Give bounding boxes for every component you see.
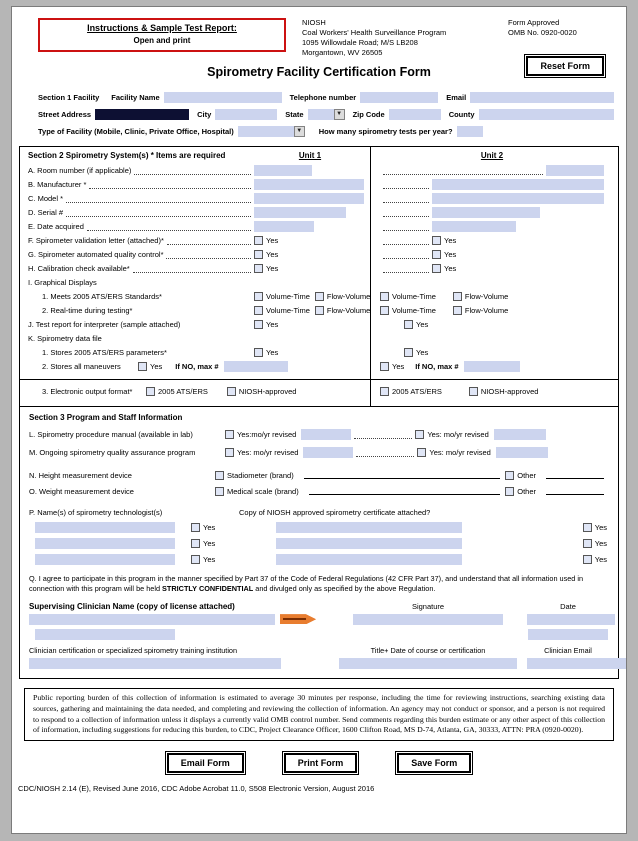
volume-time-label: Volume-Time bbox=[392, 292, 436, 302]
technologist-name-4-field[interactable] bbox=[276, 522, 462, 533]
serial-unit1-field[interactable] bbox=[254, 207, 346, 218]
agency-name: NIOSH bbox=[302, 18, 326, 27]
agreement-paragraph bbox=[29, 574, 609, 595]
volume-time-label: Volume-Time bbox=[392, 306, 436, 316]
row-output-format bbox=[20, 379, 618, 401]
facility-type-dropdown-arrow-icon[interactable]: ▼ bbox=[294, 126, 305, 137]
row-weight-device bbox=[29, 487, 609, 496]
supervising-extra-row bbox=[29, 629, 609, 640]
facility-type-label: Type of Facility (Mobile, Clinic, Private Office, Hospital) bbox=[38, 126, 234, 136]
realtime-unit2-flow-volume-checkbox[interactable] bbox=[453, 306, 462, 315]
dotted-leader bbox=[383, 166, 543, 175]
state-label: State bbox=[285, 109, 304, 119]
yes-label: Yes bbox=[416, 348, 429, 358]
output-niosh-unit1-checkbox[interactable] bbox=[227, 387, 236, 396]
yes-label: Yes bbox=[416, 320, 429, 330]
niosh-format-label: NIOSH-approved bbox=[480, 387, 539, 397]
state-dropdown-arrow-icon[interactable]: ▼ bbox=[334, 109, 345, 120]
row-stores-maneuvers bbox=[20, 360, 618, 374]
technologist-name-1-field[interactable] bbox=[35, 522, 175, 533]
supervising-clinician-label: Supervising Clinician Name (copy of license attached) bbox=[29, 601, 235, 611]
if-no-max-label: If NO, max # bbox=[175, 362, 219, 372]
room-number-label: A. Room number (if applicable) bbox=[28, 166, 132, 176]
email-field[interactable] bbox=[470, 92, 614, 103]
reset-form-button-label: Reset Form bbox=[526, 56, 604, 76]
technologist-name-2-field[interactable] bbox=[35, 538, 175, 549]
strictly-confidential-text: STRICTLY CONFIDENTIAL bbox=[162, 584, 254, 594]
dotted-leader bbox=[383, 250, 429, 259]
omb-number: OMB No. 0920-0020 bbox=[508, 27, 577, 37]
signature-label: Signature bbox=[411, 601, 445, 611]
ats-format-label: 2005 ATS/ERS bbox=[392, 387, 442, 397]
row-realtime bbox=[20, 304, 618, 318]
realtime-unit1-flow-volume-checkbox[interactable] bbox=[315, 306, 324, 315]
row-serial bbox=[20, 206, 618, 220]
model-label: C. Model * bbox=[28, 194, 64, 204]
dotted-leader bbox=[383, 236, 429, 245]
serial-label: D. Serial # bbox=[28, 208, 64, 218]
test-report-unit2-yes-checkbox[interactable] bbox=[404, 320, 413, 329]
unit-divider-line bbox=[370, 147, 371, 406]
manufacturer-unit2-field[interactable] bbox=[432, 179, 604, 190]
section1-heading: Section 1 Facility bbox=[38, 92, 100, 102]
height-other-line[interactable] bbox=[546, 471, 604, 479]
dotted-leader bbox=[383, 222, 429, 231]
clinician-email-field[interactable] bbox=[527, 658, 627, 669]
volume-time-label: Volume-Time bbox=[266, 306, 310, 316]
telephone-field[interactable] bbox=[360, 92, 438, 103]
height-device-label: N. Height measurement device bbox=[29, 470, 132, 480]
title-date-field[interactable] bbox=[339, 658, 517, 669]
yes-label: Yes bbox=[266, 250, 279, 260]
save-form-button[interactable] bbox=[395, 751, 473, 775]
manufacturer-label: B. Manufacturer * bbox=[28, 180, 87, 190]
yes-label: Yes bbox=[266, 264, 279, 274]
instructions-link-box[interactable] bbox=[38, 18, 286, 52]
date-acquired-label: E. Date acquired bbox=[28, 222, 84, 232]
stores-params-unit2-yes-checkbox[interactable] bbox=[404, 348, 413, 357]
stores-maneuvers-unit1-yes-checkbox[interactable] bbox=[138, 362, 147, 371]
row-qa-program bbox=[29, 447, 609, 458]
certificate-attached-question: Copy of NIOSH approved spirometry certificate attached? bbox=[239, 507, 431, 517]
supervising-fields-row bbox=[29, 614, 609, 625]
technologist-row-3 bbox=[29, 554, 609, 565]
dotted-leader bbox=[383, 208, 429, 217]
yes-revised-label: Yes: mo/yr revised bbox=[237, 447, 299, 457]
supervising-extra-right-field[interactable] bbox=[528, 629, 608, 640]
yes-label: Yes bbox=[266, 320, 279, 330]
street-address-label: Street Address bbox=[38, 109, 92, 119]
yes-label: Yes bbox=[203, 554, 216, 564]
other-label: Other bbox=[517, 486, 536, 496]
yes-label: Yes bbox=[444, 264, 457, 274]
stadiometer-label: Stadiometer (brand) bbox=[227, 470, 294, 480]
county-label: County bbox=[448, 109, 475, 119]
clinician-name-field[interactable] bbox=[29, 614, 275, 625]
auto-quality-unit1-yes-checkbox[interactable] bbox=[254, 250, 263, 259]
clinician-fields-row bbox=[29, 658, 609, 669]
auto-quality-label: G. Spirometer automated quality control* bbox=[28, 250, 164, 260]
technologist-row-1 bbox=[29, 522, 609, 533]
medical-scale-brand-line[interactable] bbox=[309, 487, 501, 495]
yes-revised-label: Yes: mo/yr revised bbox=[427, 429, 489, 439]
flow-volume-label: Flow-Volume bbox=[464, 292, 509, 302]
row-calibration-check bbox=[20, 262, 618, 276]
row-auto-quality bbox=[20, 248, 618, 262]
qa-program-unit1-date-field[interactable] bbox=[303, 447, 353, 458]
dotted-leader bbox=[66, 208, 251, 217]
zip-label: Zip Code bbox=[352, 109, 385, 119]
instructions-title[interactable]: Instructions & Sample Test Report: bbox=[87, 23, 237, 33]
signature-field[interactable] bbox=[353, 614, 503, 625]
medical-scale-label: Medical scale (brand) bbox=[227, 486, 299, 496]
agency-street: 1095 Willowdale Road; M/S LB208 bbox=[302, 37, 418, 47]
meets-standards-unit2-volume-time-checkbox[interactable] bbox=[380, 292, 389, 301]
form-approved-label: Form Approved bbox=[508, 18, 560, 27]
manufacturer-unit1-field[interactable] bbox=[254, 179, 364, 190]
reset-form-button[interactable] bbox=[524, 54, 606, 78]
qa-program-label: M. Ongoing spirometry quality assurance program bbox=[29, 447, 196, 457]
section3-heading: Section 3 Program and Staff Information bbox=[29, 412, 183, 422]
realtime-unit2-volume-time-checkbox[interactable] bbox=[380, 306, 389, 315]
facility-name-field[interactable] bbox=[164, 92, 282, 103]
yes-label: Yes bbox=[203, 538, 216, 548]
technologist-name-5-field[interactable] bbox=[276, 538, 462, 549]
realtime-unit1-volume-time-checkbox[interactable] bbox=[254, 306, 263, 315]
section-2-spirometry-systems bbox=[19, 146, 619, 407]
output-ats-unit1-checkbox[interactable] bbox=[146, 387, 155, 396]
test-report-label: J. Test report for interpreter (sample attached) bbox=[28, 320, 181, 330]
state-select[interactable] bbox=[308, 109, 345, 120]
technologist-row-2 bbox=[29, 538, 609, 549]
model-unit1-field[interactable] bbox=[254, 193, 364, 204]
zip-field[interactable] bbox=[389, 109, 441, 120]
ats-format-label: 2005 ATS/ERS bbox=[158, 387, 208, 397]
section-3-program-staff bbox=[19, 407, 619, 679]
agency-address-block bbox=[302, 18, 446, 58]
supervising-extra-left-field[interactable] bbox=[35, 629, 175, 640]
tests-per-year-label: How many spirometry tests per year? bbox=[318, 126, 453, 136]
technologist-cert-4-yes-checkbox[interactable] bbox=[583, 523, 592, 532]
dotted-leader bbox=[383, 264, 429, 273]
output-format-label: 3. Electronic output format* bbox=[42, 387, 133, 397]
burden-notice-box bbox=[24, 688, 614, 742]
state-select-value[interactable] bbox=[308, 109, 334, 120]
row-height-device bbox=[29, 471, 609, 480]
yes-label: Yes bbox=[150, 362, 163, 372]
form-title: Spirometry Facility Certification Form bbox=[207, 64, 431, 79]
validation-letter-unit1-yes-checkbox[interactable] bbox=[254, 236, 263, 245]
row-test-report bbox=[20, 318, 618, 332]
meets-standards-unit1-volume-time-checkbox[interactable] bbox=[254, 292, 263, 301]
county-field[interactable] bbox=[479, 109, 614, 120]
if-no-max-label: If NO, max # bbox=[415, 362, 459, 372]
stadiometer-brand-line[interactable] bbox=[304, 471, 501, 479]
dotted-leader bbox=[356, 448, 414, 457]
facility-type-select-value[interactable] bbox=[238, 126, 294, 137]
agency-city: Morgantown, WV 26505 bbox=[302, 47, 383, 57]
form-page bbox=[11, 6, 627, 834]
clinician-email-label: Clinician Email bbox=[544, 645, 592, 655]
qa-program-unit2-yes-checkbox[interactable] bbox=[417, 448, 426, 457]
procedure-manual-unit2-date-field[interactable] bbox=[494, 429, 546, 440]
yes-label: Yes bbox=[444, 236, 457, 246]
technologist-cert-3-yes-checkbox[interactable] bbox=[191, 555, 200, 564]
clinician-labels-row bbox=[29, 646, 609, 655]
yes-revised-label: Yes:mo/yr revised bbox=[237, 429, 297, 439]
row-procedure-manual bbox=[29, 429, 609, 440]
niosh-format-label: NIOSH-approved bbox=[238, 387, 297, 397]
date-acquired-unit1-field[interactable] bbox=[254, 221, 314, 232]
qa-program-unit2-date-field[interactable] bbox=[496, 447, 548, 458]
agreement-text: Q. I agree to participate in this program in the manner specified by Part 37 of the Code of Federal Regulations (42 CFR Part 37), and understand that all information used in connection with this program will be held bbox=[29, 573, 584, 594]
save-form-button-label: Save Form bbox=[397, 753, 471, 773]
output-ats-unit2-checkbox[interactable] bbox=[380, 387, 389, 396]
certification-institution-field[interactable] bbox=[29, 658, 281, 669]
calibration-check-label: H. Calibration check available* bbox=[28, 264, 130, 274]
stores-params-unit1-yes-checkbox[interactable] bbox=[254, 348, 263, 357]
procedure-manual-unit1-yes-checkbox[interactable] bbox=[225, 430, 234, 439]
technologist-cert-2-yes-checkbox[interactable] bbox=[191, 539, 200, 548]
date-label: Date bbox=[560, 601, 576, 611]
version-footer: CDC/NIOSH 2.14 (E), Revised June 2016, CDC Adobe Acrobat 11.0, S508 Electronic Version, August 2016 bbox=[18, 784, 375, 794]
email-form-button-label: Email Form bbox=[167, 753, 244, 773]
qa-program-unit1-yes-checkbox[interactable] bbox=[225, 448, 234, 457]
agreement-text-end: and divulged only as specified by the above Regulation. bbox=[253, 584, 436, 594]
technologist-cert-6-yes-checkbox[interactable] bbox=[583, 555, 592, 564]
row-data-file-heading bbox=[20, 332, 618, 346]
dotted-leader bbox=[133, 264, 251, 273]
dotted-leader bbox=[89, 180, 251, 189]
weight-device-label: O. Weight measurement device bbox=[29, 486, 134, 496]
yes-label: Yes bbox=[594, 554, 607, 564]
certification-institution-label: Clinician certification or specialized spirometry training institution bbox=[29, 645, 238, 655]
test-report-unit1-yes-checkbox[interactable] bbox=[254, 320, 263, 329]
unit1-header: Unit 1 bbox=[298, 150, 322, 160]
title-date-label: Title+ Date of course or certification bbox=[370, 645, 486, 655]
technologist-cert-5-yes-checkbox[interactable] bbox=[583, 539, 592, 548]
city-label: City bbox=[197, 109, 212, 119]
date-field[interactable] bbox=[527, 614, 615, 625]
section-1-facility bbox=[12, 79, 626, 137]
dotted-leader bbox=[383, 194, 429, 203]
room-number-unit2-field[interactable] bbox=[546, 165, 604, 176]
yes-label: Yes bbox=[392, 362, 405, 372]
output-niosh-unit2-checkbox[interactable] bbox=[469, 387, 478, 396]
row-stores-params bbox=[20, 346, 618, 360]
action-buttons-row bbox=[12, 751, 626, 775]
stadiometer-checkbox[interactable] bbox=[215, 471, 224, 480]
calibration-unit1-yes-checkbox[interactable] bbox=[254, 264, 263, 273]
facility-name-label: Facility Name bbox=[111, 92, 160, 102]
dotted-leader bbox=[134, 166, 251, 175]
dotted-leader bbox=[383, 180, 429, 189]
meets-standards-unit1-flow-volume-checkbox[interactable] bbox=[315, 292, 324, 301]
medical-scale-checkbox[interactable] bbox=[215, 487, 224, 496]
yes-label: Yes bbox=[266, 348, 279, 358]
facility-type-select[interactable] bbox=[238, 126, 305, 137]
max-maneuvers-unit2-field[interactable] bbox=[464, 361, 520, 372]
email-label: Email bbox=[446, 92, 467, 102]
max-maneuvers-unit1-field[interactable] bbox=[224, 361, 288, 372]
weight-other-line[interactable] bbox=[546, 487, 604, 495]
tests-per-year-field[interactable] bbox=[457, 126, 483, 137]
page-header bbox=[12, 7, 626, 58]
volume-time-label: Volume-Time bbox=[266, 292, 310, 302]
realtime-label: 2. Real-time during testing* bbox=[42, 306, 133, 316]
flow-volume-label: Flow-Volume bbox=[326, 292, 371, 302]
data-file-label: K. Spirometry data file bbox=[28, 334, 102, 344]
print-form-button-label: Print Form bbox=[284, 753, 358, 773]
dotted-leader bbox=[87, 222, 251, 231]
validation-letter-label: F. Spirometer validation letter (attached)* bbox=[28, 236, 164, 246]
meets-standards-label: 1. Meets 2005 ATS/ERS Standards* bbox=[42, 292, 162, 302]
room-number-unit1-field[interactable] bbox=[254, 165, 312, 176]
supervising-labels-row bbox=[29, 602, 609, 611]
email-form-button[interactable] bbox=[165, 751, 246, 775]
row-date-acquired bbox=[20, 220, 618, 234]
weight-other-checkbox[interactable] bbox=[505, 487, 514, 496]
row-manufacturer bbox=[20, 178, 618, 192]
yes-label: Yes bbox=[266, 236, 279, 246]
technologist-name-6-field[interactable] bbox=[276, 554, 462, 565]
validation-letter-unit2-yes-checkbox[interactable] bbox=[432, 236, 441, 245]
dotted-leader bbox=[167, 236, 251, 245]
flow-volume-label: Flow-Volume bbox=[326, 306, 371, 316]
row-validation-letter bbox=[20, 234, 618, 248]
model-unit2-field[interactable] bbox=[432, 193, 604, 204]
yes-label: Yes bbox=[203, 522, 216, 532]
row-technologists-heading bbox=[29, 508, 609, 517]
street-address-field[interactable] bbox=[95, 109, 189, 120]
technologist-name-3-field[interactable] bbox=[35, 554, 175, 565]
unit2-header: Unit 2 bbox=[480, 150, 504, 160]
print-form-button[interactable] bbox=[282, 751, 360, 775]
date-acquired-unit2-field[interactable] bbox=[432, 221, 516, 232]
row-room-number bbox=[20, 164, 618, 178]
dotted-leader bbox=[66, 194, 251, 203]
height-other-checkbox[interactable] bbox=[505, 471, 514, 480]
row-graphical-heading bbox=[20, 276, 618, 290]
row-meets-standards bbox=[20, 290, 618, 304]
yes-revised-label: Yes: mo/yr revised bbox=[429, 447, 491, 457]
omb-approval-block bbox=[508, 18, 614, 38]
stores-maneuvers-label: 2. Stores all maneuvers bbox=[42, 362, 121, 372]
technologists-label: P. Name(s) of spirometry technologist(s) bbox=[29, 507, 163, 517]
section2-heading: Section 2 Spirometry System(s) * Items are required bbox=[28, 150, 226, 160]
dotted-leader bbox=[166, 250, 251, 259]
stores-params-label: 1. Stores 2005 ATS/ERS parameters* bbox=[42, 348, 167, 358]
stores-maneuvers-unit2-yes-checkbox[interactable] bbox=[380, 362, 389, 371]
agency-program: Coal Workers' Health Surveillance Program bbox=[302, 27, 447, 37]
meets-standards-unit2-flow-volume-checkbox[interactable] bbox=[453, 292, 462, 301]
other-label: Other bbox=[517, 470, 536, 480]
procedure-manual-label: L. Spirometry procedure manual (available in lab) bbox=[29, 429, 193, 439]
procedure-manual-unit2-yes-checkbox[interactable] bbox=[415, 430, 424, 439]
telephone-label: Telephone number bbox=[289, 92, 357, 102]
dotted-leader bbox=[354, 430, 412, 439]
procedure-manual-unit1-date-field[interactable] bbox=[301, 429, 351, 440]
graphical-displays-label: I. Graphical Displays bbox=[28, 278, 97, 288]
flow-volume-label: Flow-Volume bbox=[464, 306, 509, 316]
auto-quality-unit2-yes-checkbox[interactable] bbox=[432, 250, 441, 259]
technologist-cert-1-yes-checkbox[interactable] bbox=[191, 523, 200, 532]
yes-label: Yes bbox=[594, 522, 607, 532]
city-field[interactable] bbox=[215, 109, 277, 120]
row-model bbox=[20, 192, 618, 206]
calibration-unit2-yes-checkbox[interactable] bbox=[432, 264, 441, 273]
yes-label: Yes bbox=[594, 538, 607, 548]
burden-notice-text: Public reporting burden of this collection of information is estimated to average 30 minutes per response, including the time for reviewing instructions, searching existing data sources, gathering and maintaining the data needed, and completing and reviewing the collection of information. An agency may not conduct or sponsor, and a person is not required to respond to a collection of information unless it displays a currently valid OMB control number. Send comments regarding this burden estimate or any other aspect of this collection of information, including suggestions for reducing this burden, to CDC, Project Clearance Officer, 1600 Clifton Road, MS D-74, Atlanta, GA, 30333, ATTN: PRA (0920-0020). bbox=[33, 692, 605, 735]
sign-here-arrow-marker bbox=[280, 614, 316, 624]
yes-label: Yes bbox=[444, 250, 457, 260]
instructions-subtitle[interactable]: Open and print bbox=[133, 36, 191, 45]
serial-unit2-field[interactable] bbox=[432, 207, 540, 218]
